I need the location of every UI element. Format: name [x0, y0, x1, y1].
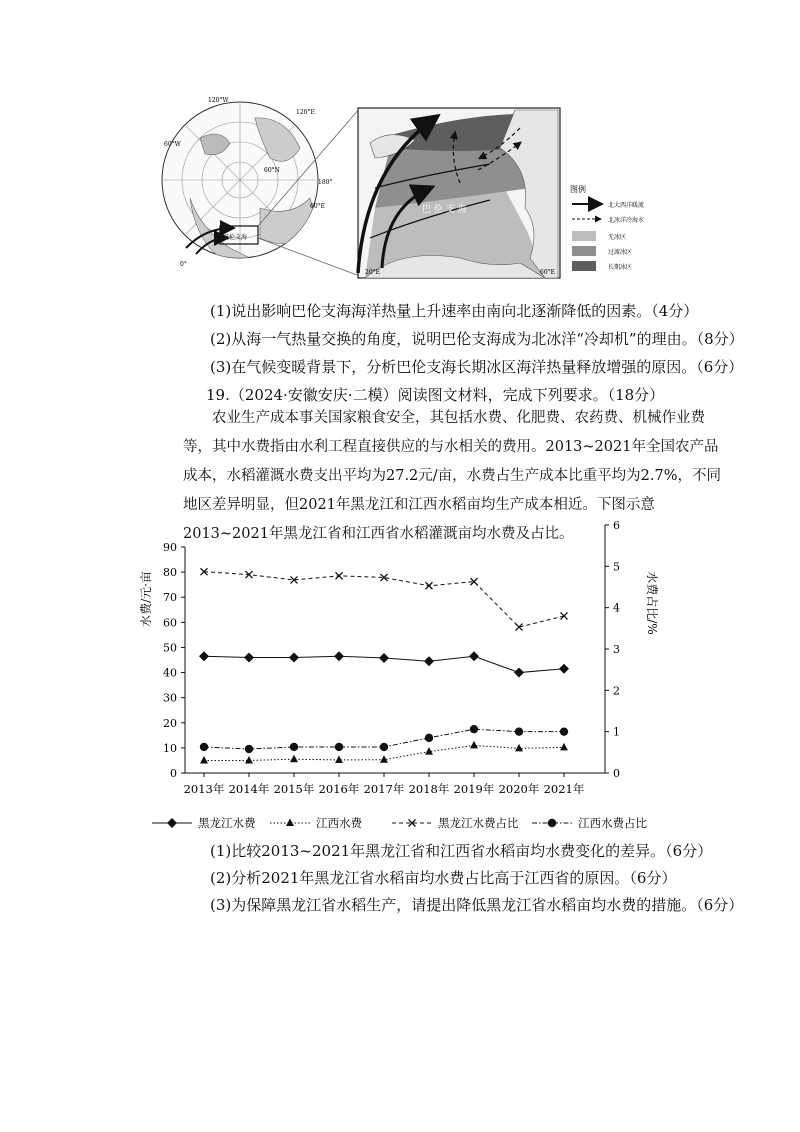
globe-label-120w: 120°W	[208, 97, 229, 104]
question-19-paragraph: 农业生产成本事关国家粮食安全，其包括水费、化肥费、农药费、机械作业费等，其中水费指由水利工程直接供应的与水相关的费用。2013~2021年全国农产品成本，水稻灌溉水费支出平均为27.2元/亩，水费占生产成本比重平均为2.7%，不同地区差异明显，但2021年黑龙江和江西水稻亩均生产成本相近。下图示意2013~2021年黑龙江省和江西省水稻灌溉亩均水费及占比。	[183, 410, 722, 542]
data-point-s3-0	[200, 743, 208, 751]
data-point-s3-2	[290, 743, 298, 751]
barents-detail-map	[358, 108, 560, 278]
y-tick-label-right: 5	[613, 560, 620, 574]
data-point-s0-1	[244, 652, 254, 662]
x-tick-label: 2016年	[318, 782, 360, 796]
y-tick-label-left: 70	[163, 591, 177, 605]
question-19-2: (2)分析2021年黑龙江省水稻亩均水费占比高于江西省的原因。（6分）	[210, 869, 677, 887]
y-tick-label-left: 90	[163, 541, 177, 554]
y-tick-label-right: 2	[613, 684, 620, 698]
y-tick-label-right: 3	[613, 643, 620, 656]
legend-swatch-longterm	[572, 261, 596, 271]
y-tick-label-right: 6	[613, 519, 620, 532]
y-tick-label-left: 30	[163, 691, 177, 705]
question-19-header: 19.（2024·安徽安庆·二模）阅读图文材料，完成下列要求。（18分）	[206, 386, 665, 404]
legend-label-0: 黑龙江水费	[198, 816, 256, 830]
globe-label-60n: 60°N	[264, 167, 280, 174]
globe-label-120e: 120°E	[296, 109, 315, 116]
x-tick-label: 2019年	[453, 782, 495, 796]
data-point-s3-4	[380, 743, 388, 751]
data-point-s1-1	[245, 756, 253, 764]
data-point-s0-8	[559, 664, 569, 674]
y-tick-label-left: 80	[163, 566, 177, 580]
x-tick-label: 2018年	[408, 782, 450, 796]
legend-label-3: 江西水费占比	[578, 816, 647, 830]
y-tick-label-left: 0	[170, 767, 177, 780]
legend-marker-1	[286, 819, 294, 827]
data-point-s3-5	[425, 734, 433, 742]
grid-label-60e: 60°E	[540, 269, 556, 276]
barents-sea-map-figure	[160, 88, 660, 288]
legend-label-transition: 过渡冰区	[608, 249, 633, 256]
legend-swatch-icefree	[572, 231, 596, 241]
data-point-s3-8	[560, 727, 568, 735]
question-19-1: (1)比较2013~2021年黑龙江省和江西省水稻亩均水费变化的差异。（6分）	[210, 842, 713, 860]
x-tick-label: 2015年	[273, 782, 315, 796]
question-18-1: (1)说出影响巴伦支海海洋热量上升速率由南向北逐渐降低的因素。（4分）	[210, 302, 699, 320]
y-tick-label-left: 20	[163, 716, 177, 730]
data-point-s3-6	[470, 725, 478, 733]
inset-label: 巴伦支海	[223, 234, 248, 241]
legend-label-icefree: 无冰区	[608, 234, 627, 241]
data-point-s0-5	[424, 656, 434, 666]
data-point-s0-4	[379, 653, 389, 663]
data-point-s0-6	[469, 651, 479, 661]
y-tick-label-right: 0	[613, 767, 620, 780]
y-tick-label-right: 4	[613, 601, 620, 615]
grid-label-20e: 20°E	[365, 269, 381, 276]
y-tick-label-left: 50	[163, 641, 177, 655]
data-point-s1-6	[470, 741, 478, 749]
y-axis-label-right: 水费占比/%	[645, 571, 659, 635]
x-tick-label: 2020年	[498, 782, 540, 796]
x-tick-label: 2013年	[183, 782, 225, 796]
legend-marker-0	[167, 818, 177, 828]
sea-label: 巴 伦 支 海	[422, 205, 467, 215]
data-point-s2-8	[561, 612, 568, 619]
globe-label-0: 0°	[180, 261, 187, 268]
question-18-2: (2)从海一气热量交换的角度，说明巴伦支海成为北冰洋“冷却机”的理由。（8分）	[210, 330, 744, 348]
question-18-3: (3)在气候变暖背景下，分析巴伦支海长期冰区海洋热量释放增强的原因。（6分）	[210, 358, 744, 376]
legend-label-longterm: 长期冰区	[608, 264, 633, 271]
series-line-2	[204, 572, 564, 627]
globe-label-60w: 60°W	[164, 141, 181, 148]
data-point-s0-7	[514, 668, 524, 678]
data-point-s2-7	[516, 624, 523, 631]
y-tick-label-left: 10	[163, 741, 177, 755]
x-tick-label: 2014年	[228, 782, 270, 796]
water-fee-line-chart	[120, 515, 680, 840]
data-point-s0-2	[289, 652, 299, 662]
x-tick-label: 2021年	[543, 782, 585, 796]
data-point-s3-1	[245, 745, 253, 753]
legend-title: 图例	[570, 185, 586, 194]
data-point-s3-7	[515, 727, 523, 735]
data-point-s1-8	[560, 743, 568, 751]
legend-label-2: 黑龙江水费占比	[438, 816, 519, 830]
polar-globe	[162, 97, 365, 278]
map-legend	[570, 184, 644, 271]
legend-marker-3	[548, 819, 556, 827]
y-tick-label-right: 1	[613, 725, 620, 739]
data-point-s1-0	[200, 756, 208, 764]
x-tick-label: 2017年	[363, 782, 405, 796]
data-point-s0-3	[334, 651, 344, 661]
data-point-s2-5	[426, 582, 433, 589]
legend-label-cold: 北冰洋冷海水	[608, 217, 645, 224]
data-point-s3-3	[335, 743, 343, 751]
legend-swatch-transition	[572, 246, 596, 256]
globe-label-60e: 60°E	[310, 203, 326, 210]
data-point-s1-3	[335, 755, 343, 763]
y-tick-label-left: 40	[163, 666, 177, 680]
legend-label-warm: 北大西洋暖流	[608, 202, 645, 209]
data-point-s1-7	[515, 744, 523, 752]
globe-label-180: 180°	[318, 179, 333, 186]
y-tick-label-left: 60	[163, 616, 177, 630]
question-19-3: (3)为保障黑龙江省水稻生产，请提出降低黑龙江省水稻亩均水费的措施。（6分）	[210, 896, 744, 914]
data-point-s0-0	[199, 651, 209, 661]
legend-label-1: 江西水费	[316, 816, 362, 830]
y-axis-label-left: 水费/元·亩	[139, 571, 153, 627]
data-point-s1-2	[290, 755, 298, 763]
